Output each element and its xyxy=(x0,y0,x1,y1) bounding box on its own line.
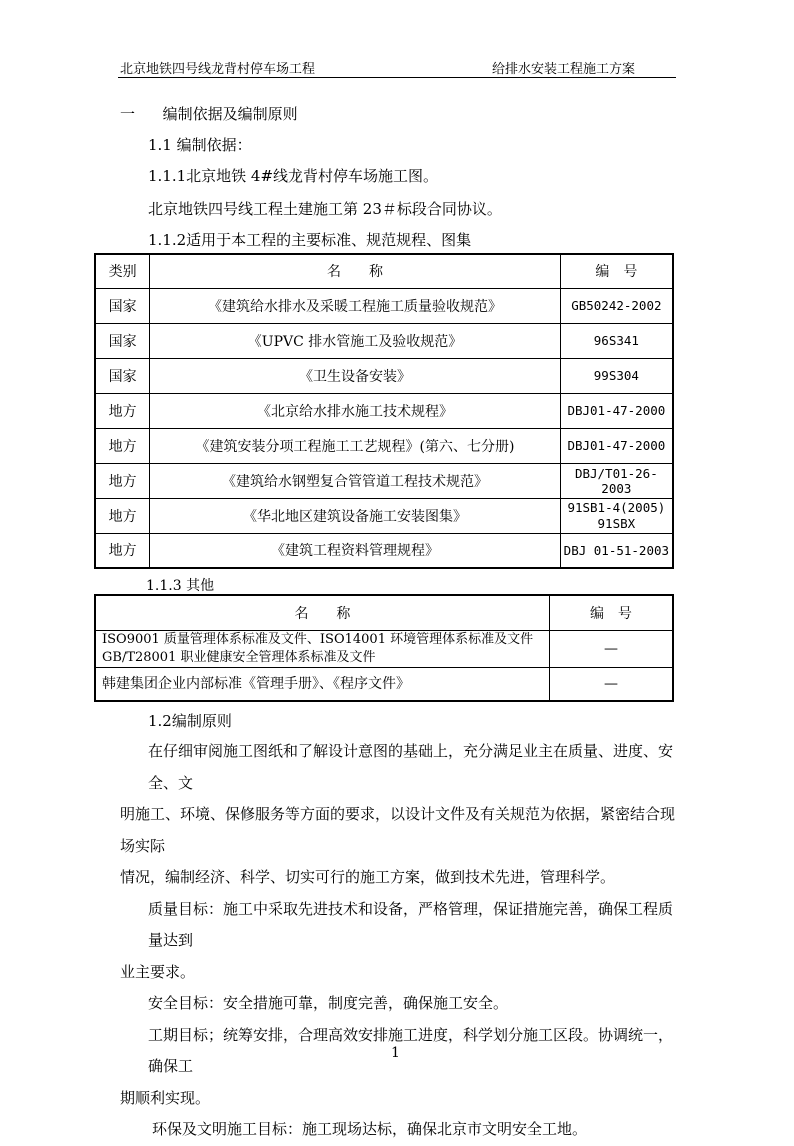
other-standards-table xyxy=(94,594,674,702)
row-category: 地方 xyxy=(95,428,150,463)
section-heading xyxy=(120,103,298,124)
row-code: GB50242-2002 xyxy=(560,288,673,323)
row-name: 《北京给水排水施工技术规程》 xyxy=(150,393,560,428)
page-number: 1 xyxy=(391,1045,400,1061)
paragraph-line: 环保及文明施工目标：施工现场达标，确保北京市文明安全工地。 xyxy=(152,1120,588,1138)
contract-line: 北京地铁四号线工程土建施工第 23＃标段合同协议。 xyxy=(148,200,502,218)
header-name: 名 称 xyxy=(95,595,549,630)
paragraph-principles xyxy=(120,736,680,1146)
header-code: 编 号 xyxy=(560,254,673,288)
row-code: — xyxy=(549,630,673,667)
section-heading-number: 一 xyxy=(120,105,136,123)
row-name: 《华北地区建筑设备施工安装图集》 xyxy=(150,498,560,533)
row-code: 99S304 xyxy=(560,358,673,393)
subsection-1-1: 1.1 编制依据： xyxy=(148,136,252,154)
table-row xyxy=(95,498,673,533)
row-category: 国家 xyxy=(95,288,150,323)
paragraph-line: 质量目标：施工中采取先进技术和设备，严格管理，保证措施完善，确保工程质量达到 xyxy=(148,899,674,949)
row-code-line-1: 91SB1-4(2005) xyxy=(567,499,666,515)
row-code: — xyxy=(549,667,673,701)
table-row xyxy=(95,323,673,358)
paragraph-line: 业主要求。 xyxy=(120,962,196,981)
paragraph-line: 安全目标：安全措施可靠，制度完善，确保施工安全。 xyxy=(148,994,509,1012)
row-name: 《UPVC 排水管施工及验收规范》 xyxy=(150,323,560,358)
row-name-line-1: ISO9001 质量管理体系标准及文件、ISO14001 环境管理体系标准及文件 xyxy=(102,631,534,647)
standards-table xyxy=(94,253,674,569)
header-divider xyxy=(118,77,676,78)
row-category: 地方 xyxy=(95,463,150,498)
table-row xyxy=(95,428,673,463)
table-row xyxy=(95,288,673,323)
table-header-row xyxy=(95,595,673,630)
row-name: 韩建集团企业内部标准《管理手册》、《程序文件》 xyxy=(95,667,549,701)
row-code: DBJ01-47-2000 xyxy=(560,393,673,428)
row-name-line-2: GB/T28001 职业健康安全管理体系标准及文件 xyxy=(102,649,376,665)
section-heading-text: 编制依据及编制原则 xyxy=(162,105,298,123)
paragraph-line: 期顺利实现。 xyxy=(120,1088,211,1107)
row-name: 《建筑工程资料管理规程》 xyxy=(150,533,560,568)
row-category: 地方 xyxy=(95,498,150,533)
table-row xyxy=(95,533,673,568)
row-code: DBJ/T01-26-2003 xyxy=(560,463,673,498)
paragraph-line: 在仔细审阅施工图纸和了解设计意图的基础上，充分满足业主在质量、进度、安全、文 xyxy=(148,742,674,792)
header-project-title: 北京地铁四号线龙背村停车场工程 xyxy=(120,62,316,77)
subsection-1-1-2: 1.1.2适用于本工程的主要标准、规范规程、图集 xyxy=(148,231,472,249)
subsection-1-1-3: 1.1.3 其他 xyxy=(146,578,215,594)
header-document-title: 给排水安装工程施工方案 xyxy=(492,62,636,77)
paragraph-line: 工期目标；统筹安排，合理高效安排施工进度，科学划分施工区段。协调统一，确保工 xyxy=(148,1025,674,1075)
paragraph-line: 明施工、环境、保修服务等方面的要求，以设计文件及有关规范为依据，紧密结合现场实际 xyxy=(120,805,676,855)
row-code: DBJ01-47-2000 xyxy=(560,428,673,463)
row-category: 地方 xyxy=(95,533,150,568)
row-name xyxy=(95,630,549,667)
table-row xyxy=(95,393,673,428)
row-name: 《卫生设备安装》 xyxy=(150,358,560,393)
paragraph-line: 情况，编制经济、科学、切实可行的施工方案，做到技术先进，管理科学。 xyxy=(120,868,616,886)
subsection-1-2: 1.2编制原则 xyxy=(148,712,232,730)
row-category: 国家 xyxy=(95,323,150,358)
subsection-1-1-1: 1.1.1北京地铁 4#线龙背村停车场施工图。 xyxy=(148,167,439,185)
row-code: 96S341 xyxy=(560,323,673,358)
row-name: 《建筑给水钢塑复合管管道工程技术规范》 xyxy=(150,463,560,498)
row-category: 国家 xyxy=(95,358,150,393)
table-row xyxy=(95,463,673,498)
header-code: 编 号 xyxy=(549,595,673,630)
table-header-row xyxy=(95,254,673,288)
header-category: 类别 xyxy=(95,254,150,288)
row-name: 《建筑给水排水及采暖工程施工质量验收规范》 xyxy=(150,288,560,323)
row-code: DBJ 01-51-2003 xyxy=(560,533,673,568)
table-row xyxy=(95,667,673,701)
row-code-line-2: 91SBX xyxy=(597,515,636,531)
header-name: 名 称 xyxy=(150,254,560,288)
row-code xyxy=(560,498,673,533)
row-name: 《建筑安装分项工程施工工艺规程》(第六、七分册) xyxy=(150,428,560,463)
table-row xyxy=(95,358,673,393)
table-row xyxy=(95,630,673,667)
row-category: 地方 xyxy=(95,393,150,428)
